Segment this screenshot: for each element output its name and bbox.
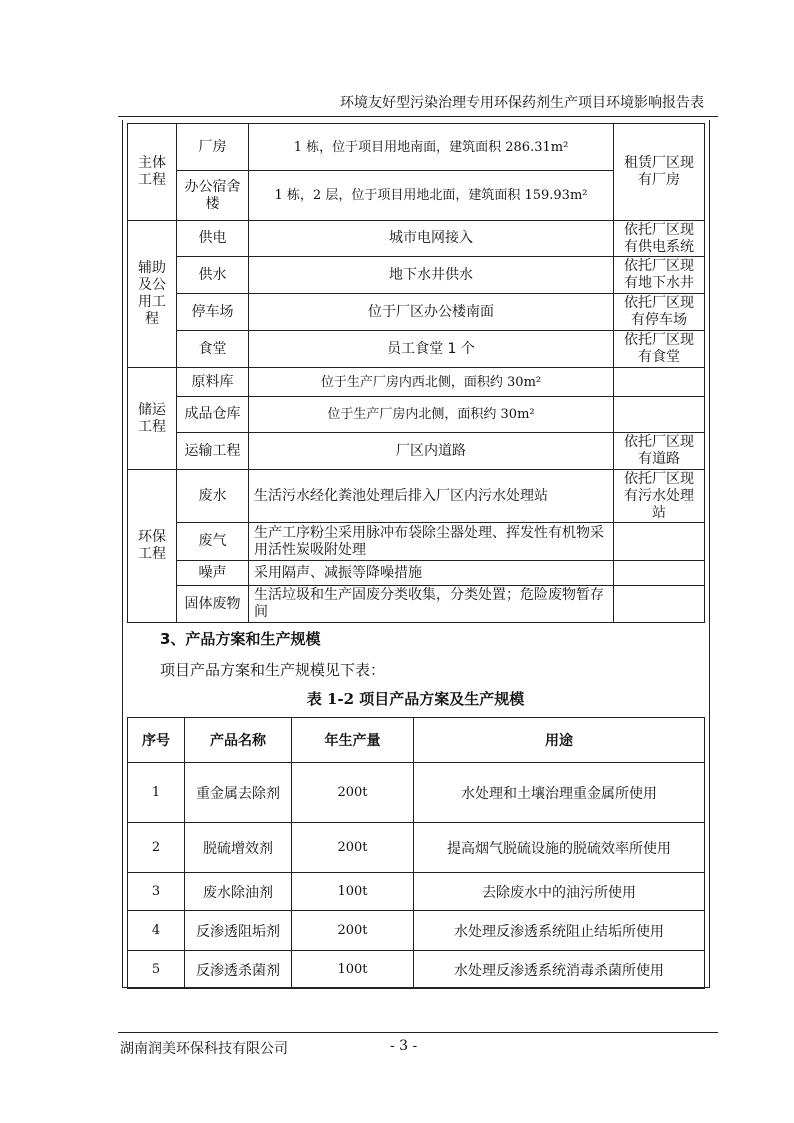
note-label: 依托厂区现有食堂 (624, 332, 694, 365)
column-header: 序号 (128, 718, 185, 763)
product-name-cell: 废水除油剂 (185, 873, 292, 911)
note-label: 依托厂区现有供电系统 (624, 221, 694, 255)
index-cell: 3 (128, 873, 185, 911)
table-header-row (128, 718, 705, 763)
note-cell (614, 523, 705, 561)
item-cell: 原料库 (177, 368, 249, 397)
annual-output-cell: 200t (292, 911, 414, 951)
document-header: 环境友好型污染治理专用环保药剂生产项目环境影响报告表 (340, 95, 704, 111)
item-cell: 厂房 (177, 124, 249, 171)
category-cell (128, 124, 177, 221)
item-cell: 运输工程 (177, 433, 249, 470)
section-heading: 3、产品方案和生产规模 (160, 630, 321, 648)
category-cell (128, 221, 177, 368)
usage-cell: 水处理反渗透系统阻止结垢所使用 (414, 911, 705, 951)
category-label: 主体工程 (138, 155, 166, 188)
column-header: 年生产量 (292, 718, 414, 763)
note-cell (614, 257, 705, 294)
description-cell: 城市电网接入 (249, 221, 614, 257)
table-caption: 表 1-2 项目产品方案及生产规模 (306, 690, 525, 708)
item-cell: 噪声 (177, 561, 249, 586)
header-rule (118, 116, 718, 117)
column-header: 用途 (414, 718, 705, 763)
table-row (128, 257, 705, 294)
item-cell: 固体废物 (177, 586, 249, 623)
usage-cell: 水处理和土壤治理重金属所使用 (414, 763, 705, 823)
description-cell: 员工食堂 1 个 (249, 331, 614, 368)
table-row (128, 951, 705, 989)
section-intro: 项目产品方案和生产规模见下表： (160, 661, 386, 679)
table-row (128, 561, 705, 586)
table-row (128, 470, 705, 523)
item-cell: 废水 (177, 470, 249, 523)
table-row (128, 586, 705, 623)
category-label: 辅助及公用工程 (138, 260, 166, 327)
description-cell: 生产工序粉尘采用脉冲布袋除尘器处理、挥发性有机物采用活性炭吸附处理 (249, 523, 614, 561)
annual-output-cell: 200t (292, 763, 414, 823)
item-cell: 供水 (177, 257, 249, 294)
note-cell (614, 433, 705, 470)
description-cell: 厂区内道路 (249, 433, 614, 470)
note-cell (614, 470, 705, 523)
table-row (128, 763, 705, 823)
table-row (128, 523, 705, 561)
index-cell: 2 (128, 823, 185, 873)
usage-cell: 去除废水中的油污所使用 (414, 873, 705, 911)
category-cell (128, 368, 177, 470)
product-name-cell: 反渗透阻垢剂 (185, 911, 292, 951)
item-cell: 食堂 (177, 331, 249, 368)
category-cell (128, 470, 177, 623)
note-label: 依托厂区现有道路 (624, 434, 694, 467)
index-cell: 4 (128, 911, 185, 951)
description-cell: 生活垃圾和生产固废分类收集，分类处置；危险废物暂存间 (249, 586, 614, 623)
description-cell: 地下水井供水 (249, 257, 614, 294)
table-row (128, 433, 705, 470)
description-cell: 位于生产厂房内西北侧，面积约 30m² (249, 368, 614, 397)
annual-output-cell: 100t (292, 873, 414, 911)
description-cell: 生活污水经化粪池处理后排入厂区内污水处理站 (249, 470, 614, 523)
table-row (128, 911, 705, 951)
note-cell (614, 368, 705, 397)
category-label: 储运工程 (138, 401, 166, 435)
table-row (128, 873, 705, 911)
index-cell: 1 (128, 763, 185, 823)
note-cell (614, 561, 705, 586)
note-cell (614, 221, 705, 257)
usage-cell: 水处理反渗透系统消毒杀菌所使用 (414, 951, 705, 989)
page-number: - 3 - (390, 1038, 418, 1054)
note-label: 租赁厂区现有厂房 (624, 155, 694, 188)
category-label: 环保工程 (138, 529, 166, 562)
table-row (128, 221, 705, 257)
product-name-cell: 反渗透杀菌剂 (185, 951, 292, 989)
table-row (128, 368, 705, 397)
table-row (128, 294, 705, 331)
footer-company: 湖南润美环保科技有限公司 (120, 1041, 288, 1057)
note-cell (614, 124, 705, 221)
annual-output-cell: 100t (292, 951, 414, 989)
product-plan-table (127, 717, 705, 989)
product-name-cell: 脱硫增效剂 (185, 823, 292, 873)
note-label: 依托厂区现有污水处理站 (624, 470, 694, 521)
note-cell (614, 331, 705, 368)
table-row (128, 331, 705, 368)
project-composition-table (127, 123, 705, 623)
table-row (128, 124, 705, 171)
item-cell: 成品仓库 (177, 397, 249, 433)
description-cell: 1 栋，位于项目用地南面，建筑面积 286.31m² (249, 124, 614, 171)
description-cell: 位于生产厂房内北侧，面积约 30m² (249, 397, 614, 433)
item-cell: 废气 (177, 523, 249, 561)
description-cell: 1 栋，2 层，位于项目用地北面，建筑面积 159.93m² (249, 171, 614, 221)
index-cell: 5 (128, 951, 185, 989)
column-header: 产品名称 (185, 718, 292, 763)
table-row (128, 397, 705, 433)
usage-cell: 提高烟气脱硫设施的脱硫效率所使用 (414, 823, 705, 873)
note-cell (614, 294, 705, 331)
note-label: 依托厂区现有地下水井 (624, 258, 694, 291)
note-cell (614, 397, 705, 433)
description-cell: 采用隔声、减振等降噪措施 (249, 561, 614, 586)
item-cell: 供电 (177, 221, 249, 257)
item-cell: 停车场 (177, 294, 249, 331)
footer-rule (118, 1032, 718, 1033)
note-cell (614, 586, 705, 623)
table-row (128, 823, 705, 873)
annual-output-cell: 200t (292, 823, 414, 873)
description-cell: 位于厂区办公楼南面 (249, 294, 614, 331)
item-label: 办公宿舍楼 (184, 178, 241, 212)
note-label: 依托厂区现有停车场 (624, 295, 694, 328)
product-name-cell: 重金属去除剂 (185, 763, 292, 823)
item-cell (177, 171, 249, 221)
